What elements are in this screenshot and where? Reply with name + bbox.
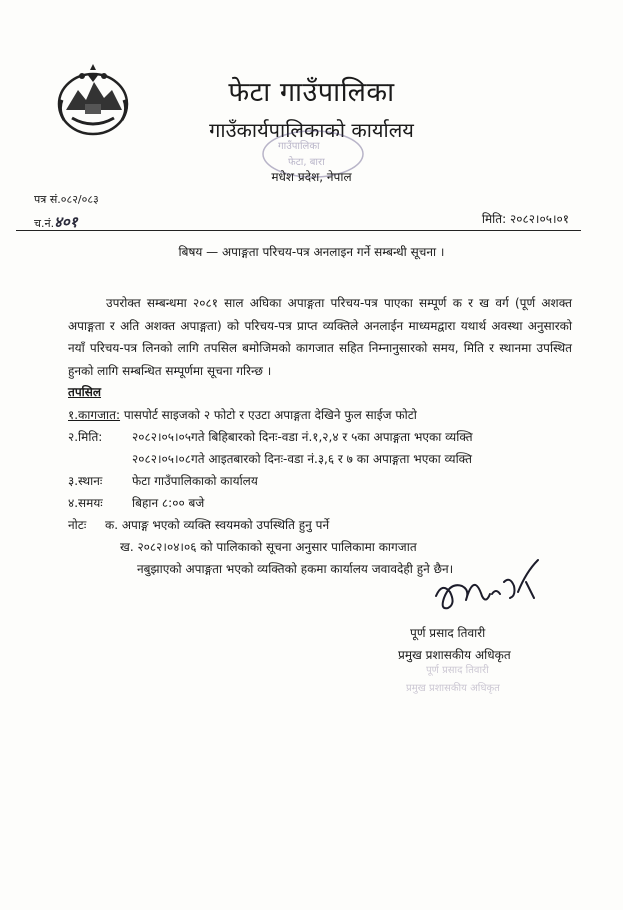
signatory-name: पूर्ण प्रसाद तिवारी [410,626,486,640]
body-paragraph [68,292,572,382]
office-name: गाउँकार्यपालिकाको कार्यालय [209,118,414,142]
date-value-1: २०८२।०५।०५गते बिहिबारको दिनः-वडा नं.१,२,४ र ५का अपाङ्गता भएका व्यक्ति [132,430,473,444]
note-item-b-line-1: ख. २०८२।०४।०६ को पालिकाको सूचना अनुसार पालिकामा कागजात [120,540,417,554]
stamp-text-name: पूर्ण प्रसाद तिवारी [426,665,489,676]
letter-date-value: २०८२।०५।०१ [509,212,569,226]
letter-date [482,210,569,227]
letter-date-label: मिति: [481,212,507,226]
seal-text-2: फेटा, बारा [288,157,325,168]
dispatch-number-value: ४०१ [54,213,78,231]
header-divider [16,230,581,231]
subject-line: बिषय — अपाङ्गता परिचय-पत्र अनलाइन गर्ने सम्बन्धी सूचना । [178,245,445,259]
signatory-title: प्रमुख प्रशासकीय अधिकृत [398,648,511,662]
letter-number-value: ०८२/०८३ [60,193,99,206]
stamp-text-title: प्रमुख प्रशासकीय अधिकृत [406,683,500,694]
handwritten-signature-icon [430,552,550,620]
docs-row [68,406,417,423]
place-label: ३.स्थानः [68,474,103,488]
seal-text-1: गाउँपालिका [278,141,320,152]
place-value: फेटा गाउँपालिकाको कार्यालय [132,474,258,488]
time-value: बिहान ८:०० बजे [132,496,205,510]
date-value-2: २०८२।०५।०८गते आइतबारको दिनः-वडा नं.३,६ र ७ का अपाङ्गता भएका व्यक्ति [132,452,472,466]
letter-number-label: पत्र सं. [34,193,61,206]
note-item-b-line-2: नबुझाएको अपाङ्गता भएको व्यक्तिको हकमा कार्यालय जवावदेही हुने छैन। [137,562,454,576]
location: मधेश प्रदेश, नेपाल [271,170,352,184]
docs-label: १.कागजात: [68,408,121,422]
letter-number [34,192,99,207]
body-paragraph-text: उपरोक्त सम्बन्धमा २०८१ साल अघिका अपाङ्गता परिचय-पत्र पाएका सम्पूर्ण क र ख वर्ग (पूर्ण अशक्त अपाङ्गता र अति अशक्त अपाङ्गता) को परिचय-पत्र प्राप्त व्यक्तिले अनलाईन माध्यमद्वारा यथार्थ अवस्था अनुसारको नयाँ परिचय-पत्र लिनको लागि तपसिल बमोजिमको कागजात सहित निम्नानुसारको समय, मिति र स्थानमा उपस्थित हुनको लागि सम्बन्धित सम्पूर्णमा सूचना गरिन्छ । [68,296,572,378]
note-item-a: क. अपाङ्ग भएको व्यक्ति स्वयमको उपस्थिति हुनु पर्ने [105,518,330,532]
dispatch-number [34,212,78,232]
official-stamp [400,656,530,700]
note-label: नोटः [68,518,87,532]
dispatch-number-label: च.नं. [34,217,55,230]
docs-value: पासपोर्ट साइजको २ फोटो र एउटा अपाङ्गता देखिने फुल साईज फोटो [123,408,417,422]
date-label: २.मिति: [68,430,103,444]
details-heading: तपसिल [68,385,102,399]
time-label: ४.समयः [68,496,103,510]
org-name: फेटा गाउँपालिका [228,77,395,108]
